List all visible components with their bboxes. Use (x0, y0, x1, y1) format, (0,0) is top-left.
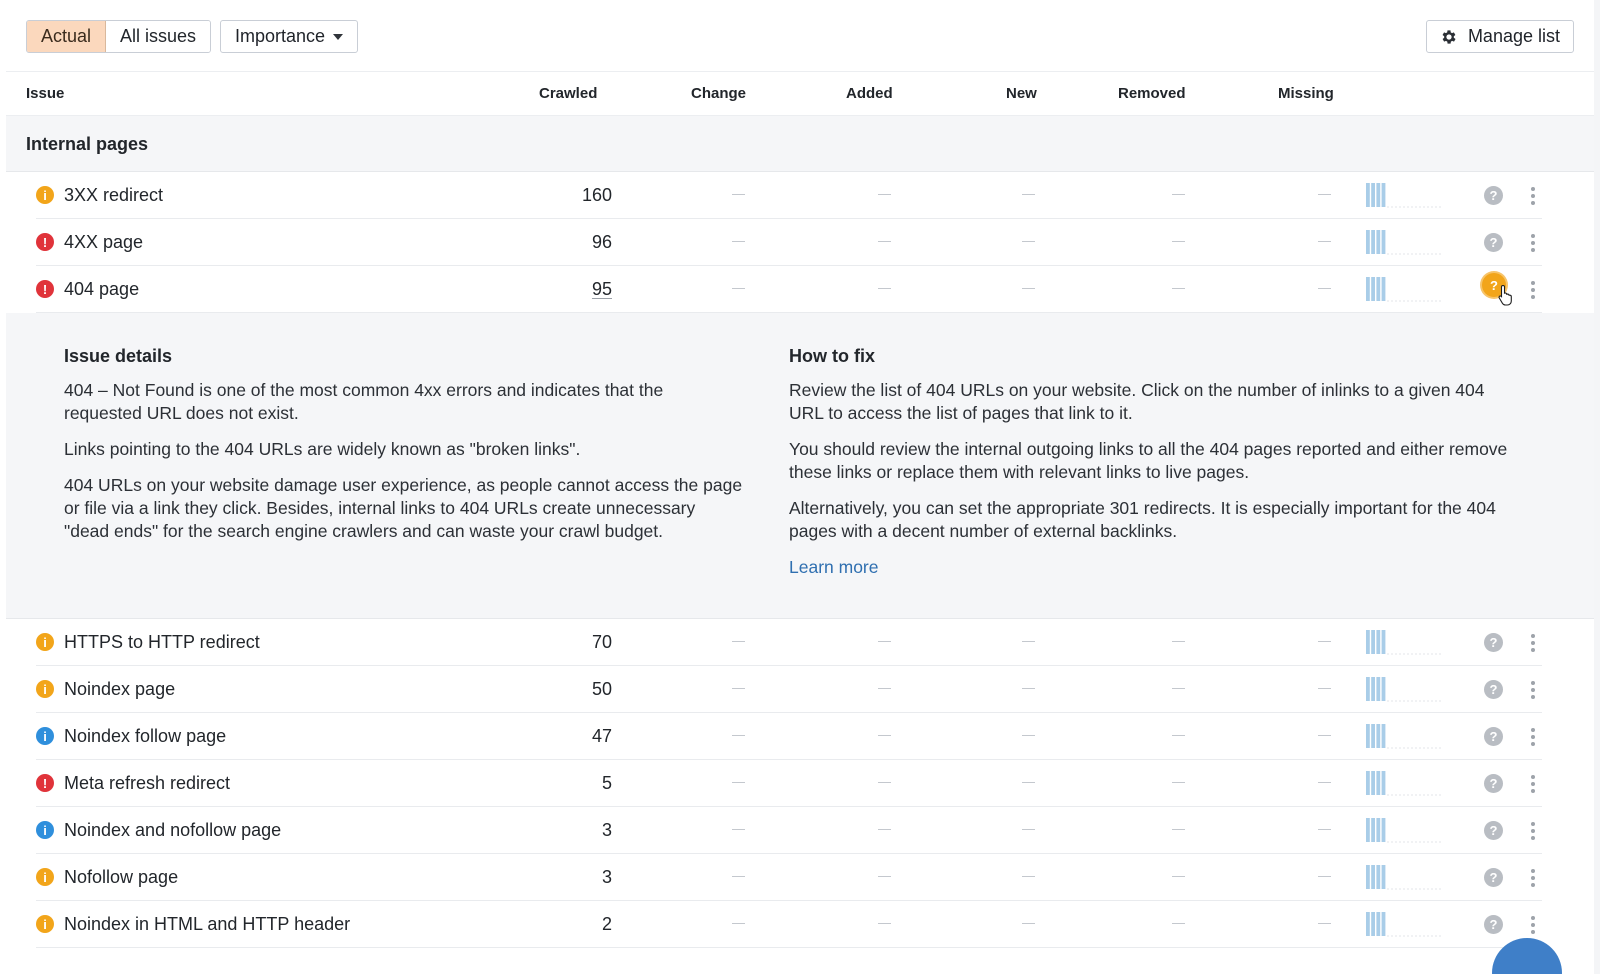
gear-icon (1440, 28, 1458, 46)
manage-list-label: Manage list (1467, 26, 1560, 46)
more-options-icon[interactable] (1528, 726, 1538, 748)
toolbar (6, 0, 1594, 72)
col-removed[interactable]: Removed (1118, 85, 1186, 102)
empty-value-dash (1172, 288, 1185, 289)
crawled-count[interactable]: 3 (601, 820, 612, 840)
issue-name: HTTPS to HTTP redirect (64, 632, 260, 652)
sparkline-bar (1382, 183, 1386, 207)
empty-value-dash (732, 829, 745, 830)
sparkline-bar (1376, 183, 1380, 207)
more-options-icon[interactable] (1528, 185, 1538, 207)
warning-icon: i (36, 915, 54, 933)
warning-icon: i (36, 680, 54, 698)
issue-details-text: 404 – Not Found is one of the most common 4xx errors and indicates that the requested URL does not exist. (64, 380, 664, 423)
tab-actual[interactable]: Actual (27, 21, 106, 52)
crawled-count[interactable]: 2 (601, 914, 612, 934)
empty-value-dash (878, 782, 891, 783)
empty-value-dash (1172, 782, 1185, 783)
issue-name: Meta refresh redirect (64, 773, 231, 793)
empty-value-dash (878, 876, 891, 877)
empty-value-dash (1318, 876, 1331, 877)
empty-value-dash (732, 288, 745, 289)
empty-value-dash (1022, 782, 1035, 783)
empty-value-dash (1318, 241, 1331, 242)
sparkline-bar (1366, 818, 1370, 842)
empty-value-dash (878, 923, 891, 924)
sparkline-bar (1382, 771, 1386, 795)
error-icon: ! (36, 280, 54, 298)
sparkline-bar (1376, 912, 1380, 936)
empty-value-dash (1022, 735, 1035, 736)
table-row[interactable] (36, 760, 1542, 807)
view-toggle (26, 20, 211, 53)
sparkline-bar (1371, 912, 1375, 936)
crawled-count[interactable]: 47 (591, 726, 612, 746)
empty-value-dash (1318, 288, 1331, 289)
importance-label: Importance (235, 26, 326, 46)
importance-dropdown[interactable] (220, 20, 358, 53)
empty-value-dash (1172, 829, 1185, 830)
warning-icon: i (36, 868, 54, 886)
sparkline-bar (1366, 230, 1370, 254)
crawled-count[interactable]: 50 (591, 679, 612, 699)
notice-icon: i (36, 727, 54, 745)
sparkline-bar (1371, 277, 1375, 301)
sparkline-bar (1366, 865, 1370, 889)
sparkline-bar (1376, 724, 1380, 748)
table-row[interactable] (36, 172, 1542, 219)
caret-down-icon (333, 34, 343, 40)
sparkline-bar (1366, 677, 1370, 701)
sparkline-bar (1366, 277, 1370, 301)
error-icon: ! (36, 233, 54, 251)
issue-name: Nofollow page (64, 867, 179, 887)
sparkline-bar (1371, 724, 1375, 748)
sparkline-bar (1366, 771, 1370, 795)
empty-value-dash (732, 735, 745, 736)
empty-value-dash (878, 241, 891, 242)
error-icon: ! (36, 774, 54, 792)
empty-value-dash (878, 194, 891, 195)
crawled-count[interactable]: 70 (591, 632, 612, 652)
table-header (6, 72, 1594, 116)
empty-value-dash (732, 782, 745, 783)
table-row[interactable] (36, 666, 1542, 713)
empty-value-dash (732, 923, 745, 924)
empty-value-dash (732, 876, 745, 877)
table-row[interactable] (36, 619, 1542, 666)
sparkline-bar (1366, 724, 1370, 748)
empty-value-dash (878, 288, 891, 289)
empty-value-dash (732, 641, 745, 642)
issues-page (6, 0, 1594, 974)
empty-value-dash (878, 735, 891, 736)
sparkline-bar (1371, 677, 1375, 701)
help-icon[interactable]: ? (1484, 915, 1503, 934)
trend-sparkline[interactable] (1364, 276, 1444, 302)
trend-sparkline[interactable] (1364, 676, 1444, 702)
empty-value-dash (1022, 923, 1035, 924)
issue-name: 3XX redirect (64, 185, 164, 205)
table-row[interactable] (36, 713, 1542, 760)
trend-sparkline[interactable] (1364, 770, 1444, 796)
empty-value-dash (1172, 194, 1185, 195)
empty-value-dash (1172, 641, 1185, 642)
empty-value-dash (1318, 194, 1331, 195)
help-icon[interactable]: ? (1484, 680, 1503, 699)
empty-value-dash (1318, 688, 1331, 689)
table-row[interactable] (36, 901, 1542, 948)
trend-sparkline[interactable] (1364, 864, 1444, 890)
sparkline-bar (1382, 277, 1386, 301)
how-to-fix-title: How to fix (789, 346, 875, 366)
sparkline-bar (1376, 865, 1380, 889)
col-added[interactable]: Added (846, 85, 893, 102)
empty-value-dash (1318, 782, 1331, 783)
sparkline-bar (1382, 912, 1386, 936)
sparkline-bar (1382, 818, 1386, 842)
sparkline-bar (1366, 912, 1370, 936)
sparkline-bar (1376, 677, 1380, 701)
issue-details-column (64, 345, 744, 556)
crawled-count[interactable]: 96 (591, 232, 612, 252)
help-icon[interactable]: ? (1484, 821, 1503, 840)
tab-all-issues[interactable]: All issues (106, 21, 210, 52)
col-new[interactable]: New (1006, 85, 1037, 102)
how-to-fix-text: Alternatively, you can set the appropriate 301 redirects. It is especially important for the 404 pages with a decent number of external backlinks. (789, 498, 1496, 541)
how-to-fix-text: Review the list of 404 URLs on your website. Click on the number of inlinks to a given 404 URL to access the list of pages that link to it. (789, 380, 1485, 423)
empty-value-dash (878, 641, 891, 642)
empty-value-dash (878, 829, 891, 830)
notice-icon: i (36, 821, 54, 839)
sparkline-bar (1376, 630, 1380, 654)
empty-value-dash (1172, 688, 1185, 689)
issue-name: 4XX page (64, 232, 144, 252)
empty-value-dash (732, 688, 745, 689)
sparkline-bar (1376, 230, 1380, 254)
col-crawled[interactable]: Crawled (539, 85, 598, 102)
more-options-icon[interactable] (1528, 632, 1538, 654)
empty-value-dash (1318, 829, 1331, 830)
sparkline-bar (1371, 230, 1375, 254)
more-options-icon[interactable] (1528, 820, 1538, 842)
sparkline-bar (1371, 183, 1375, 207)
how-to-fix-text: You should review the internal outgoing links to all the 404 pages reported and either remove these links or replace them with relevant links to live pages. (789, 439, 1508, 482)
empty-value-dash (1022, 641, 1035, 642)
issue-details-panel (6, 313, 1594, 619)
empty-value-dash (1318, 641, 1331, 642)
scroll-gutter (1594, 0, 1600, 974)
table-row[interactable] (36, 807, 1542, 854)
more-options-icon[interactable] (1528, 232, 1538, 254)
sparkline-bar (1371, 818, 1375, 842)
help-icon[interactable]: ? (1484, 774, 1503, 793)
crawled-count[interactable]: 3 (601, 867, 612, 887)
trend-sparkline[interactable] (1364, 817, 1444, 843)
more-options-icon[interactable] (1528, 679, 1538, 701)
sparkline-bar (1371, 771, 1375, 795)
issue-name: Noindex follow page (64, 726, 227, 746)
trend-sparkline[interactable] (1364, 629, 1444, 655)
sparkline-bar (1376, 771, 1380, 795)
help-icon[interactable]: ? (1484, 868, 1503, 887)
sparkline-bar (1371, 865, 1375, 889)
help-icon[interactable]: ? (1482, 273, 1506, 297)
trend-sparkline[interactable] (1364, 229, 1444, 255)
warning-icon: i (36, 186, 54, 204)
issue-details-text: 404 URLs on your website damage user experience, as people cannot access the page or file via a link they click. Besides, internal links to 404 URLs create unnecessary "dead ends" for the search engine crawlers and can waste your crawl budget. (64, 475, 743, 541)
issue-details-text: Links pointing to the 404 URLs are widely known as "broken links". (64, 439, 581, 459)
trend-sparkline[interactable] (1364, 182, 1444, 208)
col-issue[interactable]: Issue (26, 85, 65, 102)
help-icon[interactable]: ? (1484, 633, 1503, 652)
help-icon[interactable]: ? (1484, 233, 1503, 252)
sparkline-bar (1382, 865, 1386, 889)
hand-cursor-icon (1498, 284, 1514, 306)
table-row[interactable] (36, 219, 1542, 266)
issue-name: Noindex and nofollow page (64, 820, 282, 840)
sparkline-bar (1376, 277, 1380, 301)
manage-list-button[interactable] (1426, 20, 1574, 53)
sparkline-bar (1382, 677, 1386, 701)
empty-value-dash (878, 688, 891, 689)
empty-value-dash (1022, 876, 1035, 877)
empty-value-dash (1318, 923, 1331, 924)
how-to-fix-column (789, 345, 1519, 592)
more-options-icon[interactable] (1528, 279, 1538, 301)
group-header (6, 116, 1594, 172)
trend-sparkline[interactable] (1364, 723, 1444, 749)
col-missing[interactable]: Missing (1278, 85, 1334, 102)
help-icon[interactable]: ? (1484, 727, 1503, 746)
crawled-count[interactable]: 5 (601, 773, 612, 793)
warning-icon: i (36, 633, 54, 651)
sparkline-bar (1366, 183, 1370, 207)
empty-value-dash (1022, 288, 1035, 289)
more-options-icon[interactable] (1528, 914, 1538, 936)
group-title: Internal pages (26, 134, 149, 154)
sparkline-bar (1382, 630, 1386, 654)
trend-sparkline[interactable] (1364, 911, 1444, 937)
table-row[interactable] (36, 854, 1542, 901)
empty-value-dash (1172, 735, 1185, 736)
empty-value-dash (1022, 241, 1035, 242)
sparkline-bar (1382, 230, 1386, 254)
sparkline-bar (1366, 630, 1370, 654)
help-icon[interactable]: ? (1484, 186, 1503, 205)
more-options-icon[interactable] (1528, 867, 1538, 889)
crawled-count[interactable]: 160 (581, 185, 612, 205)
issue-name: Noindex page (64, 679, 176, 699)
issue-name: 404 page (64, 279, 140, 299)
crawled-count[interactable]: 95 (591, 279, 612, 299)
sparkline-bar (1376, 818, 1380, 842)
table-row[interactable] (36, 266, 1542, 313)
empty-value-dash (732, 194, 745, 195)
sparkline-bar (1371, 630, 1375, 654)
sparkline-bar (1382, 724, 1386, 748)
col-change[interactable]: Change (691, 85, 747, 102)
learn-more-link[interactable]: Learn more (789, 557, 879, 577)
issue-details-title: Issue details (64, 346, 173, 366)
more-options-icon[interactable] (1528, 773, 1538, 795)
empty-value-dash (1022, 688, 1035, 689)
empty-value-dash (1318, 735, 1331, 736)
empty-value-dash (732, 241, 745, 242)
empty-value-dash (1172, 876, 1185, 877)
empty-value-dash (1022, 194, 1035, 195)
empty-value-dash (1172, 923, 1185, 924)
issue-name: Noindex in HTML and HTTP header (64, 914, 351, 934)
empty-value-dash (1172, 241, 1185, 242)
empty-value-dash (1022, 829, 1035, 830)
